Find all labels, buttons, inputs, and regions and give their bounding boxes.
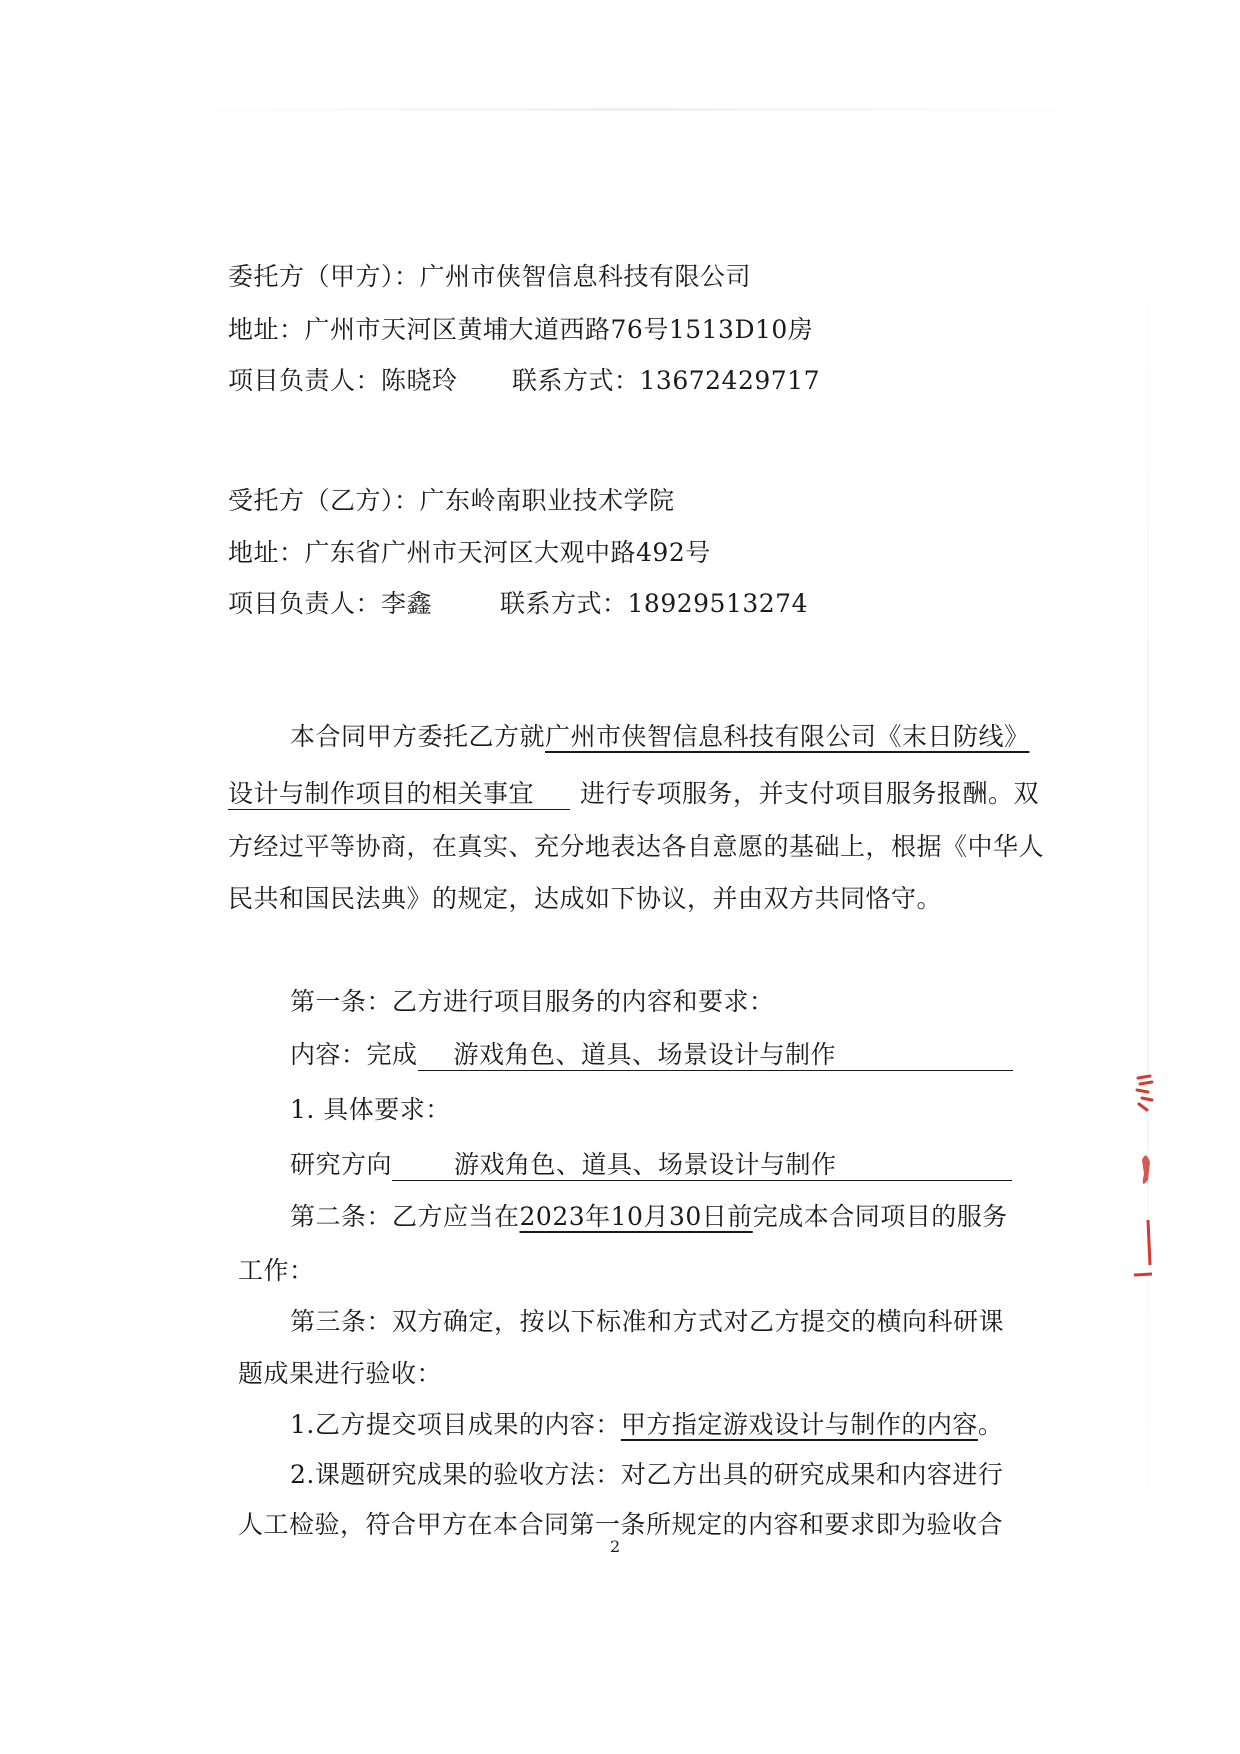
party-b-contact-label: 联系方式：	[500, 589, 628, 618]
party-b-leader: 李鑫	[381, 589, 433, 618]
article-1-content-value: 游戏角色、道具、场景设计与制作	[418, 1040, 1013, 1071]
party-a-line	[228, 260, 751, 294]
article-3-item-1-value: 甲方指定游戏设计与制作的内容	[620, 1410, 978, 1439]
party-b-leader-line	[228, 587, 432, 621]
article-2-suffix: 完成本合同项目的服务	[752, 1202, 1008, 1231]
article-3-item-1-label: 1.乙方提交项目成果的内容：	[290, 1410, 621, 1439]
seal-fragment	[1128, 1070, 1156, 1290]
intro-line-2	[228, 777, 1039, 811]
intro-line-4: 民共和国民法典》的规定，达成如下协议，并由双方共同恪守。	[228, 884, 943, 913]
party-b-label: 受托方（乙方）：	[228, 486, 420, 515]
party-a-address-label: 地址：	[228, 315, 305, 344]
scan-edge-right	[1147, 160, 1149, 1630]
party-a-label: 委托方（甲方）：	[228, 262, 420, 291]
article-2-prefix: 第二条：乙方应当在	[290, 1202, 520, 1231]
article-3-item-1	[290, 1408, 1003, 1442]
intro-line-1	[290, 720, 1030, 754]
intro-service-text: 进行专项服务，并支付项目服务报酬。双	[580, 779, 1040, 808]
party-b-contact-line	[500, 587, 808, 621]
party-a-address-line	[228, 313, 813, 347]
party-b-address-label: 地址：	[228, 538, 305, 567]
party-a-leader-line	[228, 364, 458, 398]
article-1-content-label: 内容：完成	[290, 1040, 418, 1069]
intro-project-scope: 设计与制作项目的相关事宜	[228, 779, 570, 810]
party-b-address: 广东省广州市天河区大观中路492号	[304, 538, 711, 567]
article-3-item-2-line-2: 人工检验，符合甲方在本合同第一条所规定的内容和要求即为验收合	[238, 1510, 1004, 1539]
article-3-line-2: 题成果进行验收：	[238, 1359, 443, 1388]
party-a-contact-line	[512, 364, 820, 398]
article-2-deadline: 2023年10月30日前	[519, 1202, 753, 1231]
party-b-name: 广东岭南职业技术学院	[419, 486, 675, 515]
scan-edge-top	[160, 108, 1110, 111]
intro-prefix: 本合同甲方委托乙方就	[290, 722, 546, 751]
party-b-address-line	[228, 536, 711, 570]
party-b-line	[228, 484, 675, 518]
intro-project-name: 广州市侠智信息科技有限公司《末日防线》	[545, 722, 1030, 751]
article-3-item-2-line-1: 2.课题研究成果的验收方法：对乙方出具的研究成果和内容进行	[290, 1460, 1004, 1489]
page-number: 2	[610, 1537, 621, 1556]
article-3-item-1-end: 。	[977, 1410, 1004, 1439]
article-2-line	[290, 1200, 1008, 1234]
article-1-direction-line	[290, 1148, 1012, 1182]
article-1-direction-value: 游戏角色、道具、场景设计与制作	[392, 1150, 1012, 1181]
party-b-leader-label: 项目负责人：	[228, 589, 382, 618]
party-a-address: 广州市天河区黄埔大道西路76号1513D10房	[304, 315, 814, 344]
article-1-content-line	[290, 1038, 1013, 1072]
article-3-line-1: 第三条：双方确定，按以下标准和方式对乙方提交的横向科研课	[290, 1307, 1005, 1336]
party-a-name: 广州市侠智信息科技有限公司	[419, 262, 752, 291]
article-1-requirements-heading: 1. 具体要求：	[290, 1095, 451, 1124]
article-1-heading: 第一条：乙方进行项目服务的内容和要求：	[290, 987, 775, 1016]
party-a-contact-label: 联系方式：	[512, 366, 640, 395]
party-a-leader-label: 项目负责人：	[228, 366, 382, 395]
party-a-leader: 陈晓玲	[381, 366, 458, 395]
party-b-contact: 18929513274	[627, 589, 808, 618]
article-2-line-2: 工作：	[238, 1256, 315, 1285]
article-1-direction-label: 研究方向	[290, 1150, 393, 1179]
party-a-contact: 13672429717	[639, 366, 820, 395]
intro-line-3: 方经过平等协商，在真实、充分地表达各自意愿的基础上，根据《中华人	[228, 832, 1045, 861]
